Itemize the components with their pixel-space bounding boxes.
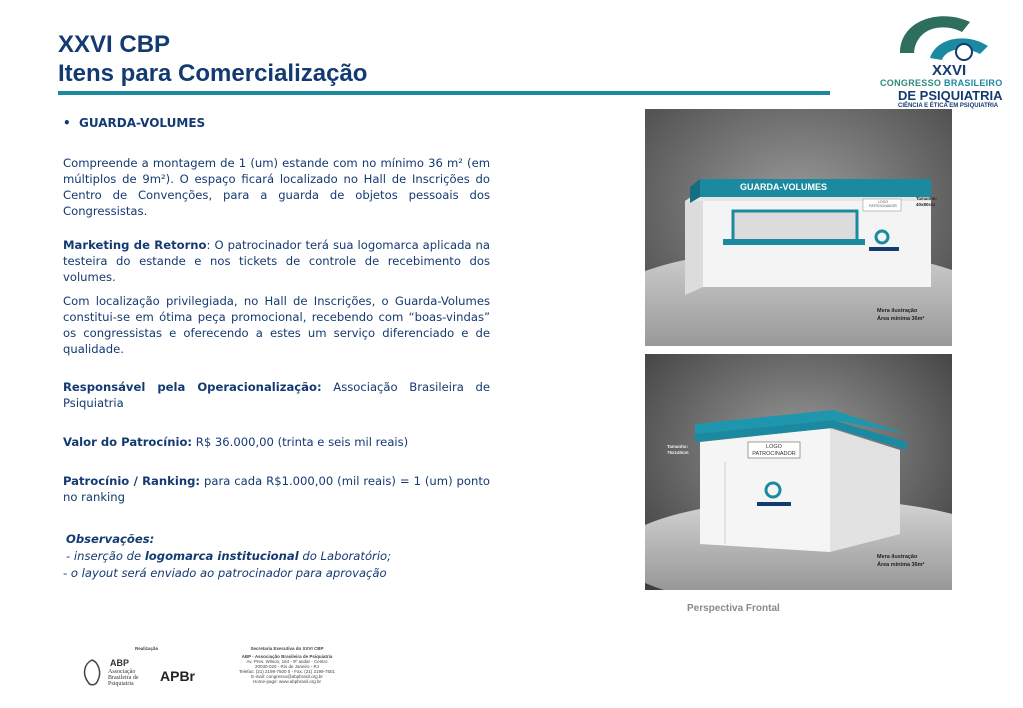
marketing-text: : O patrocinador terá sua logomarca aplicada na testeira do estande e nos tickets de controle de recebimento dos volumes. bbox=[63, 238, 490, 284]
illustration-note-2 bbox=[877, 553, 924, 569]
page-title bbox=[58, 30, 367, 88]
footer-line-3: Telefax: (21) 2199-7500 0 - Fax: (21) 2199-7501 bbox=[238, 669, 336, 674]
title-line-2: Itens para Comercialização bbox=[58, 60, 368, 87]
stand-render-perspective bbox=[645, 354, 952, 590]
observacoes-line-1 bbox=[66, 548, 391, 565]
marketing-label: Marketing de Retorno bbox=[63, 238, 207, 252]
footer-secretaria bbox=[212, 646, 362, 684]
abp-logo-subtext: Associação Brasileira de Psiquiatria bbox=[108, 669, 139, 687]
footer-line-0: ABP - Associação Brasileira de Psiquiatria bbox=[241, 654, 333, 659]
ranking-paragraph bbox=[63, 473, 490, 505]
obs-line1-bold: logomarca institucional bbox=[144, 549, 299, 563]
sign-guarda-volumes: GUARDA-VOLUMES bbox=[740, 182, 827, 192]
logo-roman-numeral: XXVI bbox=[932, 62, 967, 79]
marketing-paragraph bbox=[63, 237, 490, 285]
logo-subtitle: CIÊNCIA E ÉTICA EM PSIQUIATRIA bbox=[898, 103, 999, 109]
footer-realizacao: Realização bbox=[135, 646, 159, 651]
logo-patrocinador-box-2 bbox=[749, 444, 799, 458]
tamanho-value-2: 75x140cm bbox=[667, 450, 689, 455]
bullet-symbol: • bbox=[63, 116, 71, 130]
logo-congresso bbox=[880, 78, 1003, 88]
illustration-note bbox=[877, 307, 924, 323]
note-line-1-b: Mera ilustração bbox=[877, 554, 918, 560]
note-line-1: Mera ilustração bbox=[877, 308, 918, 314]
observacoes-line-2: - o layout será enviado ao patrocinador para aprovação bbox=[63, 566, 387, 580]
observacoes-heading: Observações: bbox=[66, 532, 155, 546]
abp-logo-text: ABP bbox=[110, 658, 130, 668]
responsavel-paragraph bbox=[63, 379, 490, 411]
logo-box-line-2: PATROCINADOR bbox=[752, 451, 796, 457]
tamanho-label: Tamanho: bbox=[916, 196, 938, 201]
footer-line-4: E-mail: congresso@abpbrasil.org.br bbox=[251, 674, 323, 679]
obs-line1-post: do Laboratório; bbox=[298, 549, 392, 563]
section-heading-text: GUARDA-VOLUMES bbox=[79, 116, 206, 130]
title-divider bbox=[58, 91, 830, 95]
responsavel-label: Responsável pela Operacionalização: bbox=[63, 380, 322, 394]
valor-label: Valor do Patrocínio: bbox=[63, 435, 193, 449]
section-heading bbox=[63, 116, 205, 130]
intro-paragraph: Compreende a montagem de 1 (um) estande com no mínimo 36 m² (em múltiplos de 9m²). O espaço ficará localizado no Hall de Inscrições do Centro de Convenções, para a guarda de objetos pessoais dos Congressistas. bbox=[63, 156, 490, 218]
note-line-2: Área mínima 36m² bbox=[877, 316, 925, 322]
stand-render-front bbox=[645, 109, 952, 346]
logo-psiquiatria: DE PSIQUIATRIA bbox=[898, 88, 1003, 103]
perspectiva-frontal-caption: Perspectiva Frontal bbox=[687, 603, 780, 614]
valor-paragraph bbox=[63, 434, 490, 450]
tamanho-label-2: Tamanho: bbox=[667, 444, 689, 449]
ranking-text: para cada R$1.000,00 (mil reais) = 1 (um) ponto no ranking bbox=[63, 474, 490, 504]
logo-box-line-1: LOGO bbox=[766, 444, 782, 450]
observacoes-block bbox=[63, 531, 392, 582]
tamanho-callout-2 bbox=[667, 444, 689, 456]
responsavel-text: Associação Brasileira de Psiquiatria bbox=[63, 380, 490, 410]
footer-line-5: Home-page: www.abpbrasil.org.br bbox=[252, 679, 322, 684]
logo-patrocinador-box: LOGO PATROCINADOR bbox=[869, 200, 897, 208]
abp-logo bbox=[80, 656, 150, 690]
tamanho-value: 40x80cm bbox=[916, 202, 936, 207]
logo-brasileiro-word: BRASILEIRO bbox=[944, 78, 1003, 88]
logo-congresso-word: CONGRESSO bbox=[880, 78, 942, 88]
secretaria-title: Secretaria Executiva do XXVI CBP bbox=[250, 646, 324, 651]
note-line-2-b: Área mínima 36m² bbox=[877, 562, 925, 568]
valor-text: R$ 36.000,00 (trinta e seis mil reais) bbox=[192, 435, 409, 449]
obs-line1-pre: - inserção de bbox=[66, 549, 145, 563]
tamanho-callout bbox=[916, 196, 937, 208]
abp-logo-mark bbox=[80, 658, 104, 688]
ranking-label: Patrocínio / Ranking: bbox=[63, 474, 201, 488]
title-line-1: XXVI CBP bbox=[58, 31, 171, 58]
footer-line-2: 20030-020 - Rio de Janeiro - RJ bbox=[254, 664, 320, 669]
footer-line-1: Av. Pres. Wilson, 164 - 9º andar - Centro bbox=[246, 659, 328, 664]
location-paragraph: Com localização privilegiada, no Hall de Inscrições, o Guarda-Volumes constitui-se em ótima peça promocional, recebendo com “boas-vindas” os congressistas e oferecendo a estes um serviço diferenciado e de qualidade. bbox=[63, 294, 490, 356]
apbr-logo: APBr bbox=[160, 668, 196, 684]
congress-logo bbox=[870, 8, 1010, 109]
